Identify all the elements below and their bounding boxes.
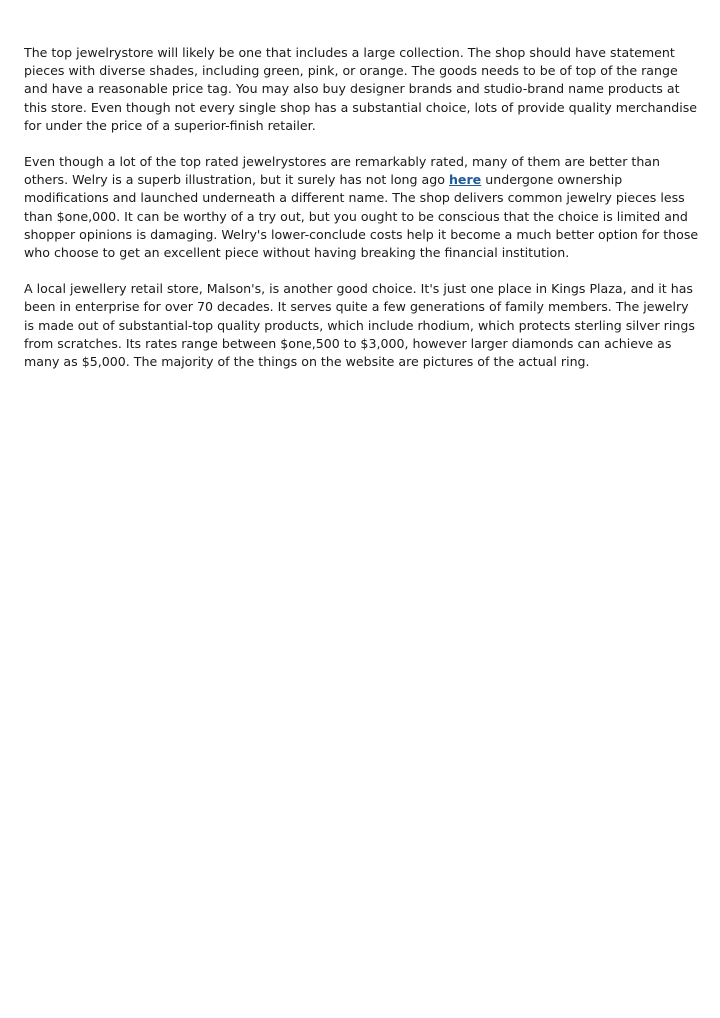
paragraph-2-text-after-link: undergone ownership modifications and launched underneath a different name. The shop delivers common jewelry pieces less than $one,000. It can be worthy of a try out, but you ought to be conscious that the choice is limited and shopper opinions is damaging. Welry's lower-conclude costs help it become a much better option for those who choose to get an excellent piece without having breaking the financial institution. [24, 172, 699, 261]
article-body [24, 44, 700, 389]
paragraph-2-text-before-link: Even though a lot of the top rated jewelrystores are remarkably rated, many of them are better than others. Welry is a superb illustration, but it surely has not long ago [24, 154, 661, 188]
paragraph-1: The top jewelrystore will likely be one that includes a large collection. The shop should have statement pieces with diverse shades, including green, pink, or orange. The goods needs to be of top of the range and have a reasonable price tag. You may also buy designer brands and studio-brand name products at this store. Even though not every single shop has a substantial choice, lots of provide quality merchandise for under the price of a superior-finish retailer. [24, 45, 698, 133]
paragraph-3: A local jewellery retail store, Malson's, is another good choice. It's just one place in Kings Plaza, and it has been in enterprise for over 70 decades. It serves quite a few generations of family members. The jewelry is made out of substantial-top quality products, which include rhodium, which protects sterling silver rings from scratches. Its rates range between $one,500 to $3,000, however larger diamonds can achieve as many as $5,000. The majority of the things on the website are pictures of the actual ring. [24, 281, 695, 370]
here-link[interactable]: here [448, 172, 482, 188]
paragraph-2 [24, 153, 700, 262]
